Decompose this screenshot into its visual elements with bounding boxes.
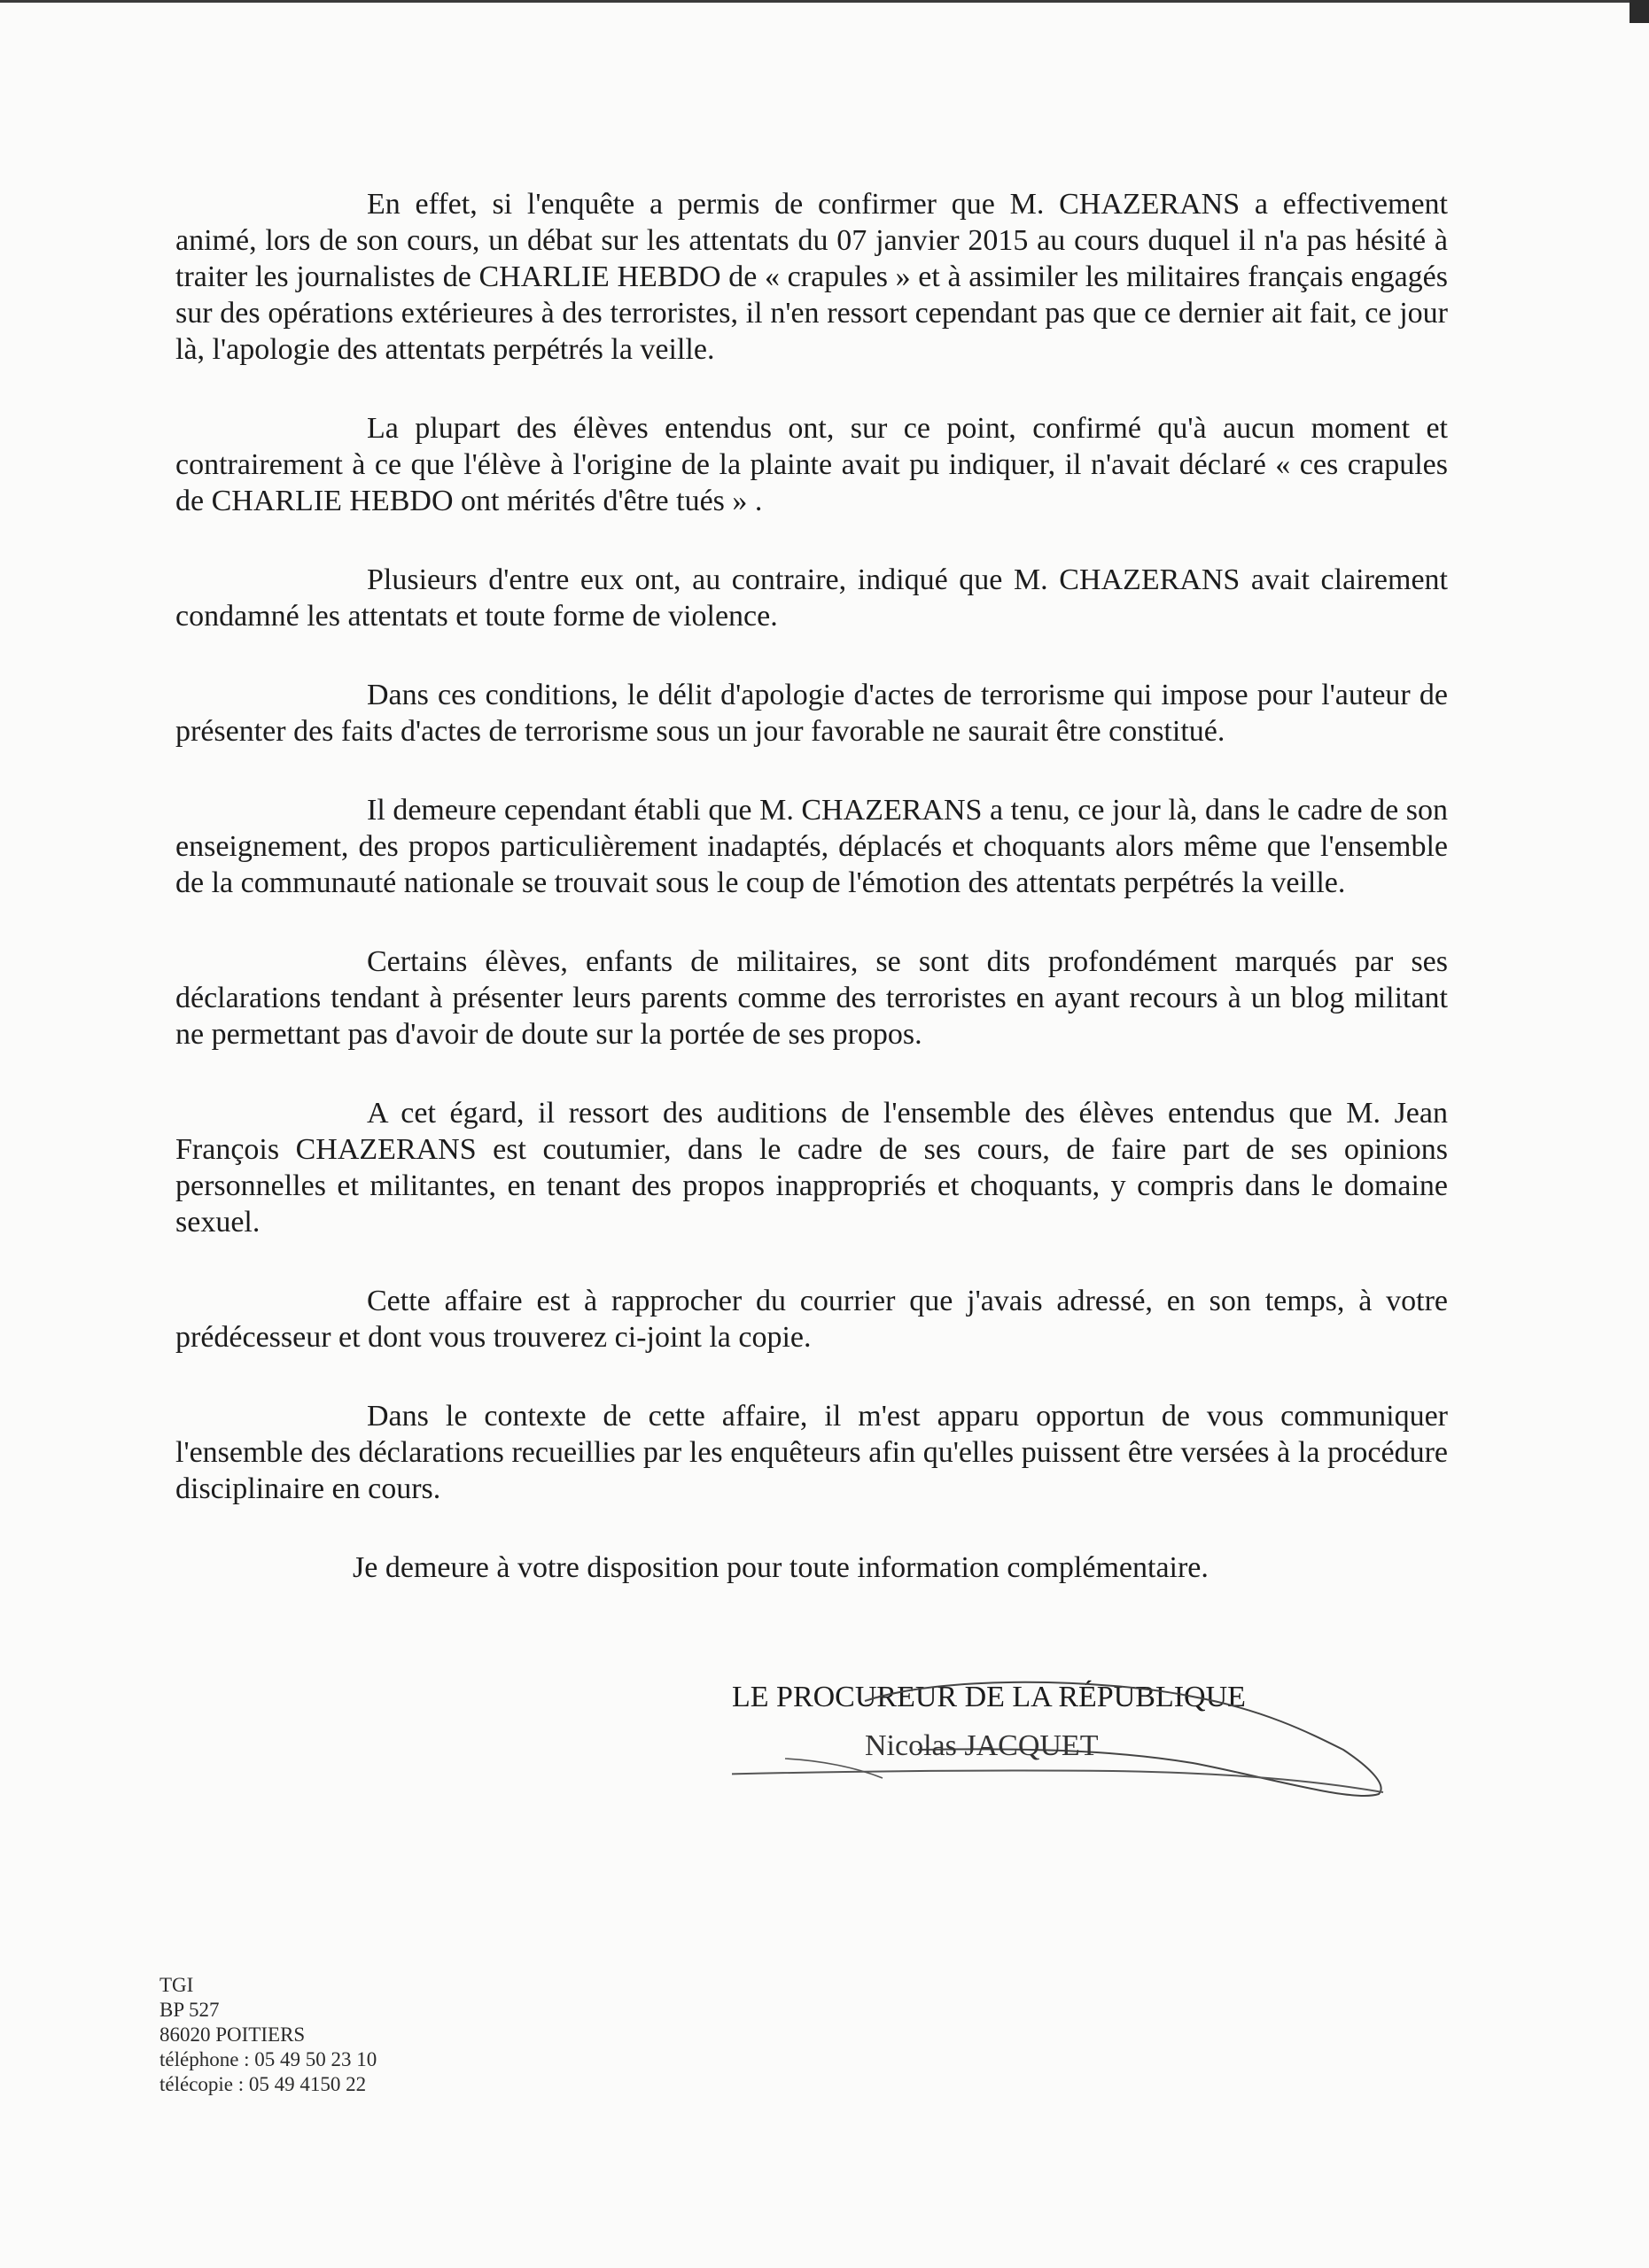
signature-block	[732, 1679, 1352, 1762]
footer-org: TGI	[159, 1974, 194, 1996]
scan-corner	[1630, 0, 1649, 23]
paragraph-3: Plusieurs d'entre eux ont, au contraire, indiqué que M. CHAZERANS avait clairement condamné les attentats et toute forme de violence.	[175, 563, 1448, 633]
paragraph-2: La plupart des élèves entendus ont, sur ce point, confirmé qu'à aucun moment et contrairement à ce que l'élève à l'origine de la plainte avait pu indiquer, il n'avait déclaré « ces crapules de CHARLIE HEBDO ont mérités d'être tués » .	[175, 412, 1448, 517]
paragraph-1: En effet, si l'enquête a permis de confirmer que M. CHAZERANS a effectivement animé, lors de son cours, un débat sur les attentats du 07 janvier 2015 au cours duquel il n'a pas hésité à traiter les journalistes de CHARLIE HEBDO de « crapules » et à assimiler les militaires français engagés sur des opérations extérieures à des terroristes, il n'en ressort cependant pas que ce dernier ait fait, ce jour là, l'apologie des attentats perpétrés la veille.	[175, 188, 1448, 366]
footer-address	[159, 1973, 377, 2097]
signatory-name: Nicolas JACQUET	[865, 1729, 1099, 1762]
paragraph-6: Certains élèves, enfants de militaires, se sont dits profondément marqués par ses déclarations tendant à présenter leurs parents comme des terroristes en ayant recours à un blog militant ne permettant pas d'avoir de doute sur la portée de ses propos.	[175, 945, 1448, 1051]
paragraph-7: A cet égard, il ressort des auditions de l'ensemble des élèves entendus que M. Jean François CHAZERANS est coutumier, dans le cadre de ses cours, de faire part de ses opinions personnelles et militantes, en tenant des propos inappropriés et choquants, y compris dans le domaine sexuel.	[175, 1097, 1448, 1239]
footer-city: 86020 POITIERS	[159, 2023, 306, 2046]
closing-line: Je demeure à votre disposition pour toute information complémentaire.	[353, 1551, 1209, 1584]
signatory-title: LE PROCUREUR DE LA RÉPUBLIQUE	[732, 1681, 1246, 1713]
paragraph-5: Il demeure cependant établi que M. CHAZERANS a tenu, ce jour là, dans le cadre de son enseignement, des propos particulièrement inadaptés, déplacés et choquants alors même que l'ensemble de la communauté nationale se trouvait sous le coup de l'émotion des attentats perpétrés la veille.	[175, 794, 1448, 899]
paragraph-4: Dans ces conditions, le délit d'apologie d'actes de terrorisme qui impose pour l'auteur de présenter des faits d'actes de terrorisme sous un jour favorable ne saurait être constitué.	[175, 679, 1448, 748]
letter-body	[175, 186, 1448, 1586]
footer-phone: téléphone : 05 49 50 23 10	[159, 2048, 377, 2070]
paragraph-8: Cette affaire est à rapprocher du courrier que j'avais adressé, en son temps, à votre prédécesseur et dont vous trouverez ci-joint la copie.	[175, 1285, 1448, 1354]
footer-po-box: BP 527	[159, 1999, 220, 2021]
scan-edge	[0, 0, 1649, 3]
paragraph-9: Dans le contexte de cette affaire, il m'est apparu opportun de vous communiquer l'ensemble des déclarations recueillies par les enquêteurs afin qu'elles puissent être versées à la procédure disciplinaire en cours.	[175, 1400, 1448, 1505]
footer-fax: télécopie : 05 49 4150 22	[159, 2073, 367, 2095]
